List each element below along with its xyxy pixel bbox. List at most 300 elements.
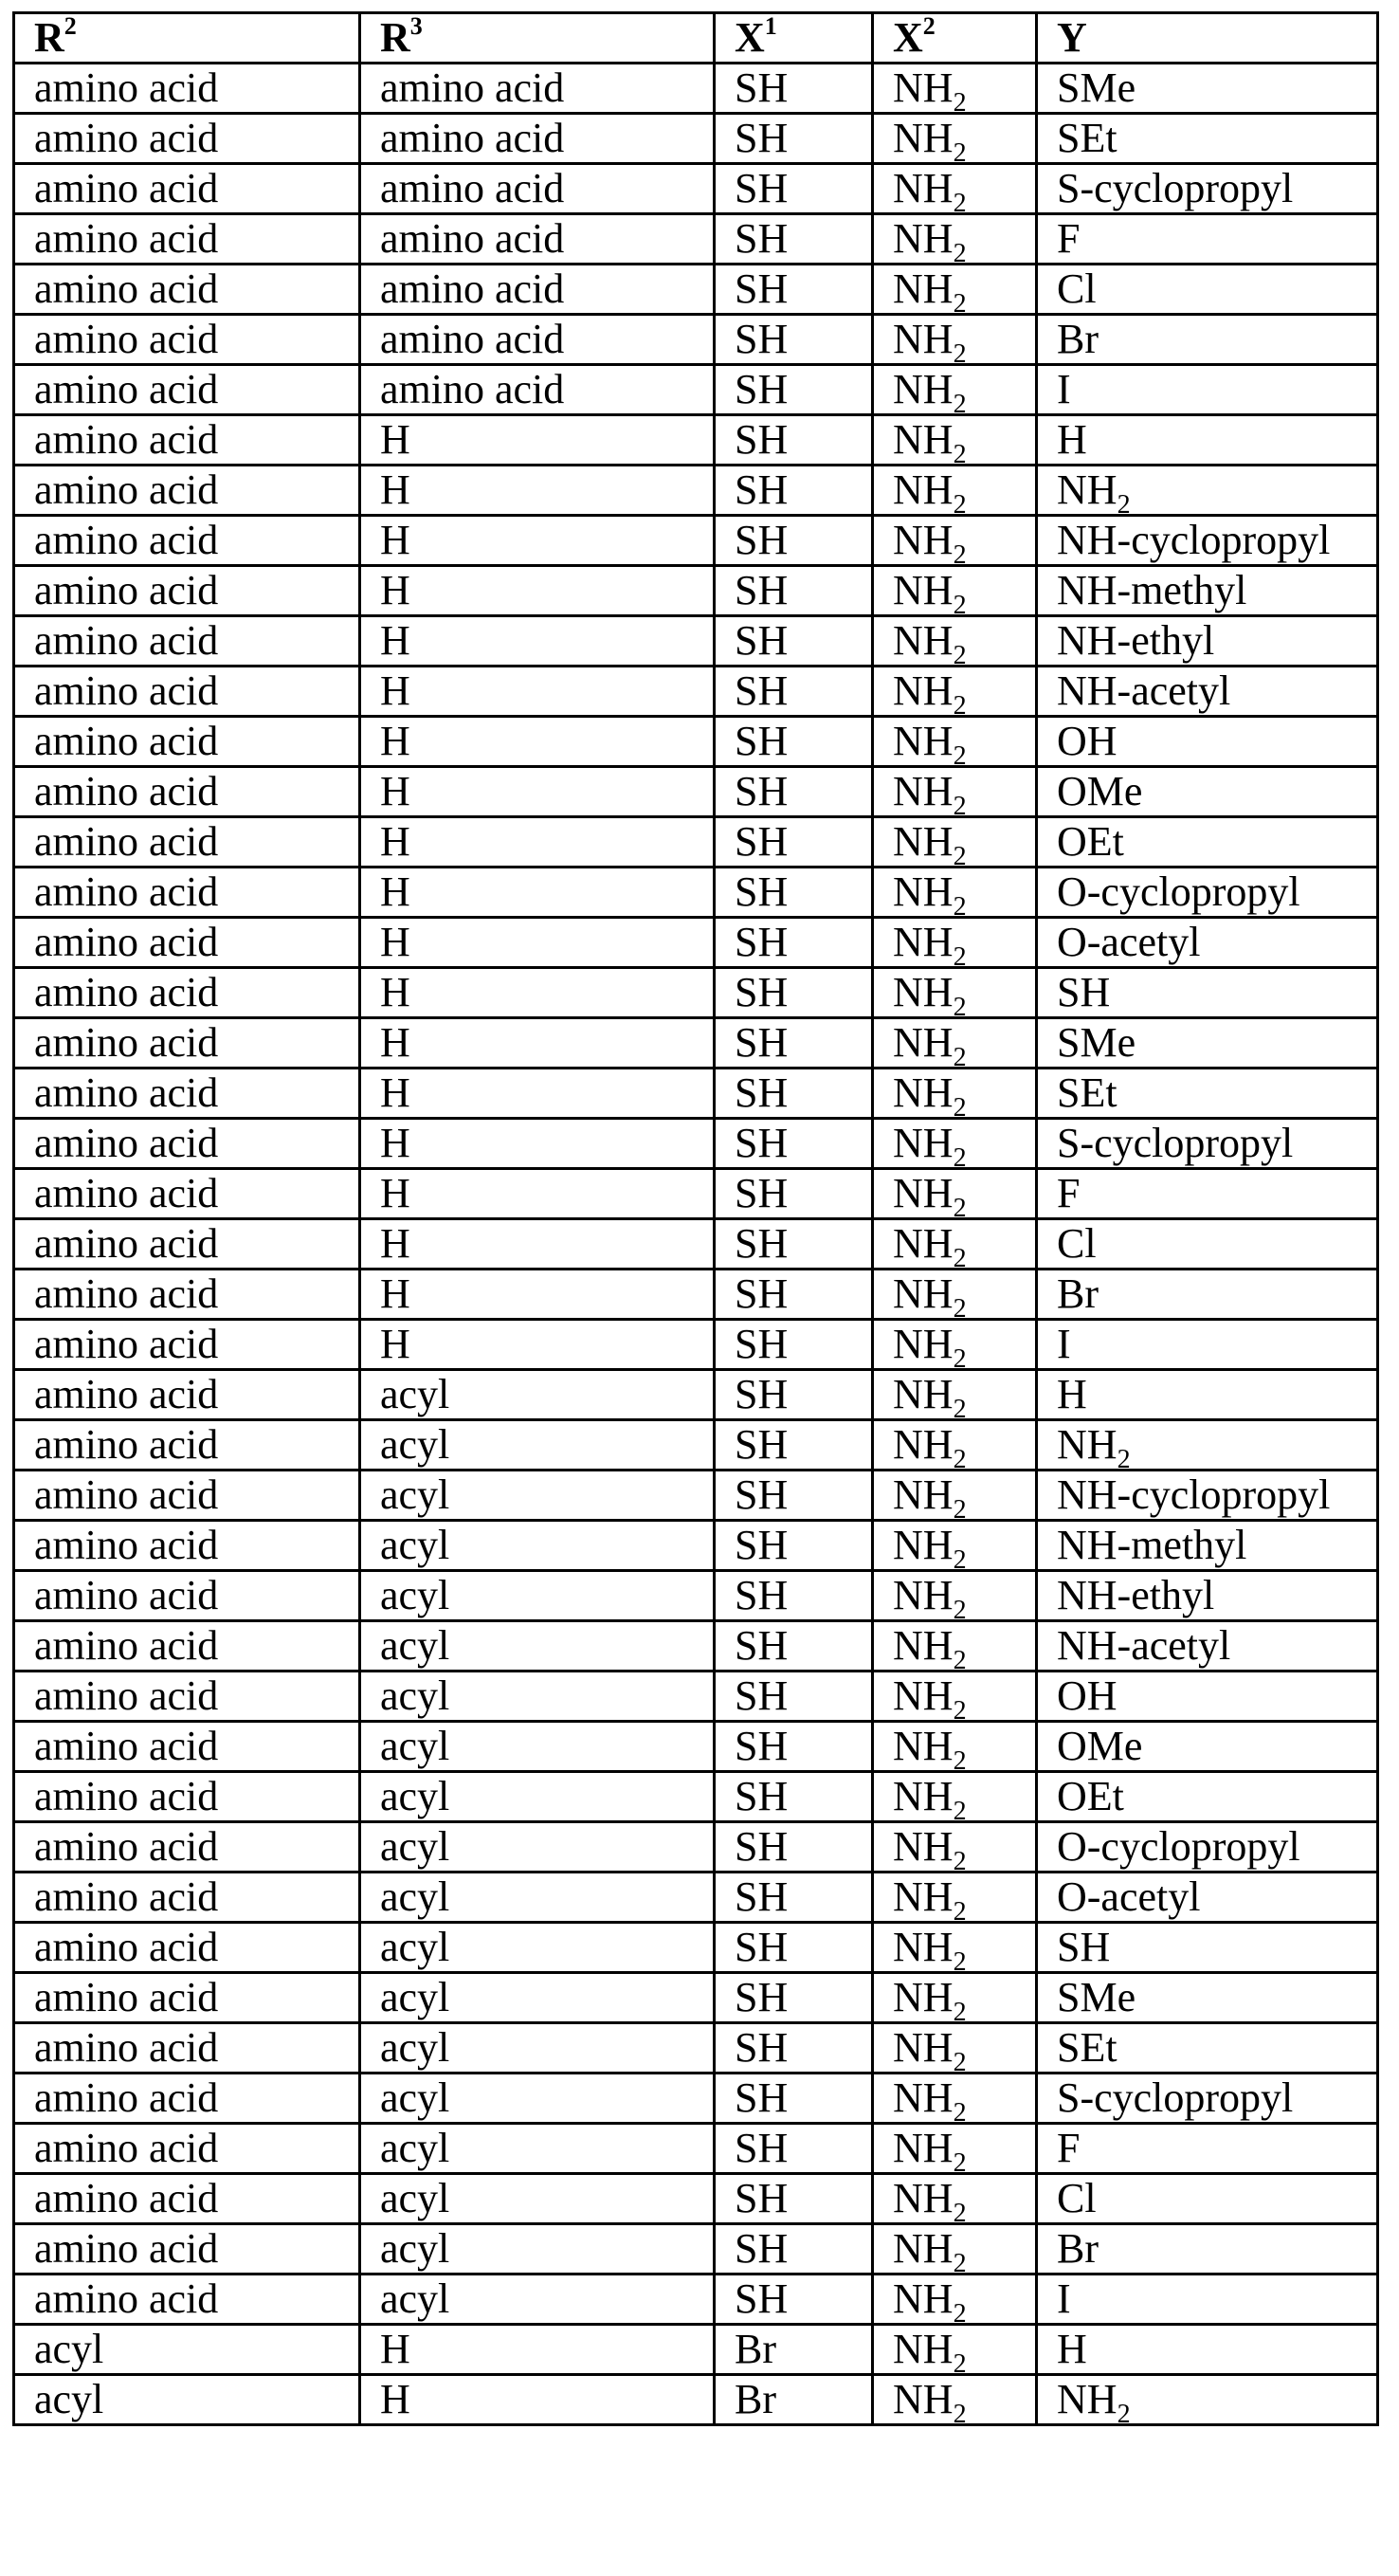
cell-x1: SH [715,1018,873,1069]
cell-y: NH-ethyl [1037,616,1378,667]
cell-x2: NH2 [873,1722,1037,1772]
cell-r2: amino acid [14,1169,360,1219]
cell-x2: NH2 [873,64,1037,114]
cell-x1: SH [715,1621,873,1672]
cell-r3: acyl [360,1722,715,1772]
cell-y: NH2 [1037,2375,1378,2425]
table-row [14,616,1378,667]
cell-r3: acyl [360,1370,715,1420]
cell-x2: NH2 [873,918,1037,968]
cell-y: O-cyclopropyl [1037,868,1378,918]
subscript: 2 [954,1093,967,1119]
cell-r2: amino acid [14,2124,360,2174]
table-row [14,2074,1378,2124]
cell-x1: SH [715,1571,873,1621]
cell-x2: NH2 [873,2375,1037,2425]
cell-r3: H [360,1119,715,1169]
cell-x2: NH2 [873,2074,1037,2124]
table-row [14,1822,1378,1873]
cell-r2: amino acid [14,1018,360,1069]
cell-r3: H [360,2375,715,2425]
cell-r3: acyl [360,2074,715,2124]
cell-x1: SH [715,1320,873,1370]
table-row [14,1521,1378,1571]
cell-x1: SH [715,365,873,415]
table-row [14,1270,1378,1320]
cell-r3: acyl [360,1672,715,1722]
column-header-label: R [34,14,64,61]
cell-r2: amino acid [14,214,360,265]
table-header [14,13,1378,64]
cell-r3: H [360,868,715,918]
cell-r2: amino acid [14,667,360,717]
subscript: 2 [954,2349,967,2375]
cell-x1: SH [715,2224,873,2275]
cell-r2: amino acid [14,1672,360,1722]
column-header-x1 [715,13,873,64]
subscript: 2 [954,641,967,667]
column-header-r3 [360,13,715,64]
cell-y: NH-cyclopropyl [1037,1471,1378,1521]
cell-r2: amino acid [14,817,360,868]
cell-x2: NH2 [873,2325,1037,2375]
subscript: 2 [954,490,967,516]
cell-y: H [1037,2325,1378,2375]
cell-x2: NH2 [873,1521,1037,1571]
table-row [14,315,1378,365]
cell-r3: H [360,1270,715,1320]
cell-r3: acyl [360,1822,715,1873]
cell-r2: amino acid [14,1873,360,1923]
subscript: 2 [954,88,967,114]
cell-x1: SH [715,214,873,265]
cell-r3: acyl [360,1420,715,1471]
subscript: 2 [954,2299,967,2325]
cell-r3: H [360,817,715,868]
cell-x1: SH [715,315,873,365]
table-row [14,1571,1378,1621]
cell-r2: acyl [14,2375,360,2425]
cell-r2: amino acid [14,1973,360,2023]
cell-r2: amino acid [14,164,360,214]
cell-y: OH [1037,717,1378,767]
column-header-label: R [380,14,410,61]
cell-x2: NH2 [873,2023,1037,2074]
cell-r3: amino acid [360,315,715,365]
subscript: 2 [954,842,967,868]
cell-r3: acyl [360,1873,715,1923]
cell-x1: SH [715,868,873,918]
cell-y: Cl [1037,1219,1378,1270]
cell-x1: SH [715,616,873,667]
table-row [14,214,1378,265]
subscript: 2 [954,1395,967,1420]
subscript: 2 [1117,1445,1131,1471]
subscript: 2 [954,1294,967,1320]
subscript: 2 [954,1445,967,1471]
table-row [14,1672,1378,1722]
cell-y: OH [1037,1672,1378,1722]
table-row [14,2124,1378,2174]
cell-r2: amino acid [14,1521,360,1571]
cell-x1: SH [715,1420,873,1471]
table-row [14,717,1378,767]
cell-x1: SH [715,1270,873,1320]
table-row [14,415,1378,466]
cell-r2: amino acid [14,566,360,616]
cell-x2: NH2 [873,164,1037,214]
cell-x1: SH [715,265,873,315]
table-row [14,1420,1378,1471]
cell-r3: H [360,767,715,817]
column-header-label: X [893,14,923,61]
cell-r3: H [360,918,715,968]
subscript: 2 [954,1646,967,1672]
cell-y: S-cyclopropyl [1037,1119,1378,1169]
cell-x2: NH2 [873,1672,1037,1722]
table-row [14,1119,1378,1169]
cell-r2: amino acid [14,2023,360,2074]
cell-r3: acyl [360,1571,715,1621]
cell-r3: H [360,1069,715,1119]
cell-r3: acyl [360,1923,715,1973]
table-row [14,1722,1378,1772]
subscript: 2 [954,892,967,918]
cell-y: Br [1037,315,1378,365]
cell-r3: H [360,667,715,717]
cell-x1: SH [715,717,873,767]
column-header-superscript: 3 [410,13,423,41]
cell-x2: NH2 [873,1571,1037,1621]
cell-y: SMe [1037,1973,1378,2023]
cell-r2: amino acid [14,767,360,817]
cell-r2: amino acid [14,2275,360,2325]
table-row [14,2174,1378,2224]
cell-y: SMe [1037,64,1378,114]
cell-x1: SH [715,968,873,1018]
cell-x1: SH [715,1069,873,1119]
cell-r3: H [360,1018,715,1069]
cell-r2: amino acid [14,1320,360,1370]
subscript: 2 [954,741,967,767]
cell-r2: amino acid [14,114,360,164]
subscript: 2 [954,1897,967,1923]
cell-r2: amino acid [14,466,360,516]
cell-y: S-cyclopropyl [1037,2074,1378,2124]
table-row [14,164,1378,214]
cell-r3: H [360,566,715,616]
header-row [14,13,1378,64]
cell-r2: amino acid [14,516,360,566]
cell-y: I [1037,1320,1378,1370]
cell-y: OMe [1037,767,1378,817]
cell-r3: acyl [360,2174,715,2224]
table-row [14,1772,1378,1822]
cell-x2: NH2 [873,1873,1037,1923]
subscript: 2 [954,390,967,415]
subscript: 2 [954,2249,967,2275]
table-row [14,1923,1378,1973]
cell-x1: SH [715,1370,873,1420]
cell-y: OMe [1037,1722,1378,1772]
subscript: 2 [954,942,967,968]
cell-x2: NH2 [873,1772,1037,1822]
table-body [14,64,1378,2425]
cell-r3: acyl [360,2224,715,2275]
column-header-superscript: 2 [64,13,77,41]
cell-r2: amino acid [14,1119,360,1169]
cell-x2: NH2 [873,1471,1037,1521]
cell-r3: amino acid [360,164,715,214]
cell-x2: NH2 [873,1822,1037,1873]
subscript: 2 [954,1847,967,1873]
cell-y: H [1037,415,1378,466]
table-row [14,1973,1378,2023]
subscript: 2 [954,289,967,315]
cell-r2: amino acid [14,315,360,365]
subscript: 2 [954,2048,967,2074]
cell-x1: SH [715,1219,873,1270]
cell-y: S-cyclopropyl [1037,164,1378,214]
table-row [14,667,1378,717]
cell-x1: SH [715,1521,873,1571]
column-header-r2 [14,13,360,64]
subscript: 2 [954,1545,967,1571]
cell-r3: H [360,466,715,516]
cell-y: Cl [1037,2174,1378,2224]
cell-x1: SH [715,1722,873,1772]
cell-x2: NH2 [873,516,1037,566]
cell-r2: amino acid [14,1722,360,1772]
subscript: 2 [954,1947,967,1973]
table-row [14,1873,1378,1923]
cell-x2: NH2 [873,365,1037,415]
cell-x2: NH2 [873,1069,1037,1119]
cell-y: SH [1037,968,1378,1018]
subscript: 2 [954,239,967,265]
cell-x1: SH [715,1672,873,1722]
cell-y: NH2 [1037,1420,1378,1471]
cell-r3: amino acid [360,265,715,315]
table-row [14,1069,1378,1119]
cell-r2: amino acid [14,1822,360,1873]
cell-y: O-acetyl [1037,918,1378,968]
subscript: 2 [1117,2400,1131,2425]
cell-y: SEt [1037,114,1378,164]
cell-x2: NH2 [873,1119,1037,1169]
cell-r2: amino acid [14,2224,360,2275]
cell-x1: SH [715,667,873,717]
subscript: 2 [1117,490,1131,516]
subscript: 2 [954,1596,967,1621]
cell-r2: amino acid [14,265,360,315]
cell-r3: acyl [360,2023,715,2074]
cell-x1: SH [715,466,873,516]
cell-r2: amino acid [14,365,360,415]
cell-x1: SH [715,1973,873,2023]
cell-r2: amino acid [14,2174,360,2224]
cell-r3: amino acid [360,64,715,114]
cell-y: NH-ethyl [1037,1571,1378,1621]
column-header-x2 [873,13,1037,64]
cell-x1: Br [715,2325,873,2375]
cell-r3: acyl [360,1973,715,2023]
cell-x2: NH2 [873,868,1037,918]
cell-r2: amino acid [14,616,360,667]
cell-x2: NH2 [873,1169,1037,1219]
table-row [14,767,1378,817]
cell-x2: NH2 [873,1270,1037,1320]
cell-y: SEt [1037,2023,1378,2074]
cell-x2: NH2 [873,2124,1037,2174]
cell-x1: SH [715,2023,873,2074]
cell-r2: amino acid [14,1571,360,1621]
cell-x1: SH [715,1822,873,1873]
cell-x1: SH [715,2275,873,2325]
cell-y: SEt [1037,1069,1378,1119]
cell-x2: NH2 [873,214,1037,265]
cell-x1: SH [715,1119,873,1169]
subscript: 2 [954,1696,967,1722]
table-row [14,868,1378,918]
cell-x2: NH2 [873,616,1037,667]
cell-r3: H [360,1320,715,1370]
cell-r3: amino acid [360,114,715,164]
cell-x1: SH [715,566,873,616]
cell-r2: amino acid [14,1370,360,1420]
column-header-label: Y [1057,14,1087,61]
cell-x2: NH2 [873,265,1037,315]
cell-r2: amino acid [14,1270,360,1320]
subscript: 2 [954,1797,967,1822]
cell-r3: H [360,415,715,466]
subscript: 2 [954,2098,967,2124]
cell-y: NH-acetyl [1037,667,1378,717]
cell-r3: acyl [360,1521,715,1571]
cell-x2: NH2 [873,1973,1037,2023]
cell-x2: NH2 [873,2174,1037,2224]
cell-y: Br [1037,1270,1378,1320]
subscript: 2 [954,1143,967,1169]
cell-y: NH-methyl [1037,566,1378,616]
subscript: 2 [954,339,967,365]
cell-r3: H [360,616,715,667]
table-row [14,1471,1378,1521]
table-row [14,114,1378,164]
cell-r3: amino acid [360,214,715,265]
cell-x2: NH2 [873,667,1037,717]
cell-r3: H [360,717,715,767]
table-row [14,466,1378,516]
cell-y: I [1037,2275,1378,2325]
cell-x2: NH2 [873,2275,1037,2325]
column-header-superscript: 1 [765,13,777,41]
subscript: 2 [954,1495,967,1521]
cell-x2: NH2 [873,1420,1037,1471]
cell-x2: NH2 [873,968,1037,1018]
subscript: 2 [954,591,967,616]
cell-y: SMe [1037,1018,1378,1069]
cell-x2: NH2 [873,1018,1037,1069]
cell-y: F [1037,2124,1378,2174]
cell-x2: NH2 [873,315,1037,365]
cell-r2: amino acid [14,64,360,114]
cell-r2: amino acid [14,717,360,767]
cell-x2: NH2 [873,415,1037,466]
table-row [14,817,1378,868]
cell-x2: NH2 [873,1219,1037,1270]
subscript: 2 [954,1746,967,1772]
cell-y: I [1037,365,1378,415]
cell-y: SH [1037,1923,1378,1973]
subscript: 2 [954,691,967,717]
cell-x1: SH [715,918,873,968]
table-row [14,918,1378,968]
cell-x1: SH [715,1873,873,1923]
table-row [14,2275,1378,2325]
subscript: 2 [954,2148,967,2174]
cell-r3: acyl [360,1772,715,1822]
cell-y: H [1037,1370,1378,1420]
cell-x1: SH [715,1923,873,1973]
cell-y: NH2 [1037,466,1378,516]
cell-x2: NH2 [873,717,1037,767]
table-row [14,566,1378,616]
subscript: 2 [954,440,967,466]
cell-r2: amino acid [14,868,360,918]
cell-x2: NH2 [873,767,1037,817]
cell-x2: NH2 [873,1320,1037,1370]
cell-x2: NH2 [873,1370,1037,1420]
cell-x1: SH [715,1471,873,1521]
cell-x1: SH [715,64,873,114]
cell-r2: amino acid [14,1471,360,1521]
substituent-table [12,11,1379,2426]
subscript: 2 [954,792,967,817]
cell-r2: amino acid [14,918,360,968]
cell-x1: SH [715,2174,873,2224]
column-header-y [1037,13,1378,64]
subscript: 2 [954,1194,967,1219]
cell-x1: SH [715,415,873,466]
cell-r2: amino acid [14,415,360,466]
cell-r2: amino acid [14,2074,360,2124]
cell-y: NH-methyl [1037,1521,1378,1571]
table-row [14,1320,1378,1370]
cell-x1: Br [715,2375,873,2425]
cell-x1: SH [715,2074,873,2124]
cell-r2: amino acid [14,1772,360,1822]
cell-x1: SH [715,767,873,817]
subscript: 2 [954,1043,967,1069]
table-row [14,2023,1378,2074]
cell-y: OEt [1037,817,1378,868]
cell-r2: amino acid [14,1420,360,1471]
cell-r3: H [360,968,715,1018]
cell-y: Br [1037,2224,1378,2275]
cell-x1: SH [715,2124,873,2174]
cell-x1: SH [715,114,873,164]
cell-r3: H [360,2325,715,2375]
subscript: 2 [954,540,967,566]
cell-y: F [1037,214,1378,265]
cell-r3: acyl [360,2124,715,2174]
column-header-superscript: 2 [923,13,936,41]
subscript: 2 [954,993,967,1018]
subscript: 2 [954,189,967,214]
table-row [14,1219,1378,1270]
cell-x1: SH [715,516,873,566]
